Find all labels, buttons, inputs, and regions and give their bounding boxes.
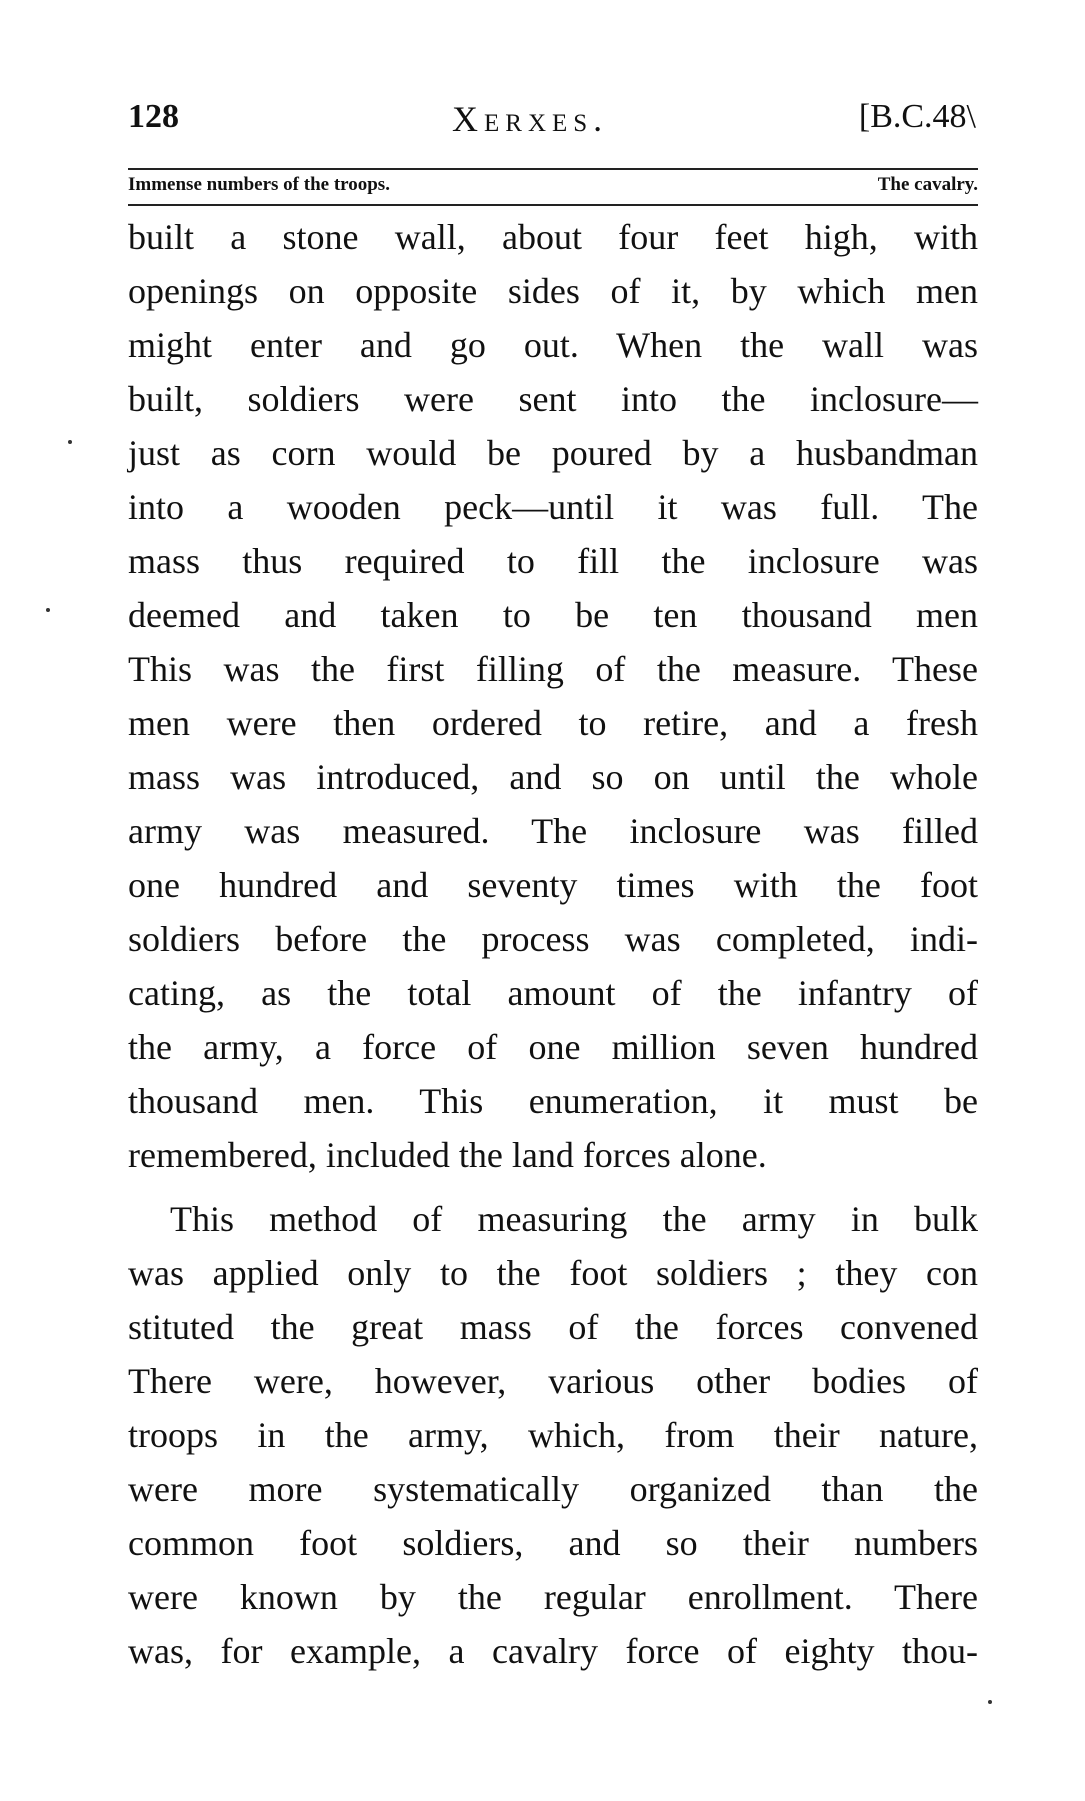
text-line: stituted the great mass of the forces convened — [128, 1307, 978, 1347]
text-line: the army, a force of one million seven hundred — [128, 1027, 978, 1067]
text-line: troops in the army, which, from their nature, — [128, 1415, 978, 1455]
text-line: cating, as the total amount of the infantry of — [128, 973, 978, 1013]
text-line: common foot soldiers, and so their numbers — [128, 1523, 978, 1563]
scan-speck — [68, 440, 72, 444]
text-line: were known by the regular enrollment. There — [128, 1577, 978, 1617]
text-line: deemed and taken to be ten thousand men — [128, 595, 978, 635]
subheader-left: Immense numbers of the troops. — [128, 174, 390, 195]
paragraph-2 — [128, 1192, 978, 1678]
subheader-right: The cavalry. — [877, 174, 978, 195]
text-line: built, soldiers were sent into the inclosure— — [128, 379, 978, 419]
book-title: Xerxes. — [452, 99, 609, 139]
scan-speck — [46, 608, 50, 612]
text-line: army was measured. The inclosure was filled — [128, 811, 978, 851]
body-text — [128, 210, 978, 1678]
text-line: remembered, included the land forces alone. — [128, 1135, 767, 1175]
page-number: 128 — [128, 98, 179, 135]
header-rule-top — [128, 168, 978, 170]
header-rule-bottom — [128, 204, 978, 206]
paragraph-1 — [128, 210, 978, 1182]
text-line: men were then ordered to retire, and a fresh — [128, 703, 978, 743]
text-line: mass thus required to fill the inclosure was — [128, 541, 978, 581]
text-line: thousand men. This enumeration, it must be — [128, 1081, 978, 1121]
text-line: There were, however, various other bodies of — [128, 1361, 978, 1401]
text-line: built a stone wall, about four feet high, with — [128, 217, 978, 257]
text-line: one hundred and seventy times with the foot — [128, 865, 978, 905]
text-line: might enter and go out. When the wall was — [128, 325, 978, 365]
text-line: This method of measuring the army in bulk — [170, 1199, 978, 1239]
running-head — [128, 98, 976, 146]
text-line: mass was introduced, and so on until the whole — [128, 757, 978, 797]
text-line: soldiers before the process was completed, indi- — [128, 919, 978, 959]
text-line: into a wooden peck—until it was full. The — [128, 487, 978, 527]
text-line: openings on opposite sides of it, by which men — [128, 271, 978, 311]
text-line: was applied only to the foot soldiers ; they con — [128, 1253, 978, 1293]
text-line: This was the first filling of the measure. These — [128, 649, 978, 689]
paragraph-gap — [128, 1182, 978, 1192]
scan-speck — [988, 1700, 992, 1704]
text-line: was, for example, a cavalry force of eighty thou- — [128, 1631, 978, 1671]
section-subheader — [128, 174, 978, 200]
text-line: were more systematically organized than the — [128, 1469, 978, 1509]
text-line: just as corn would be poured by a husbandman — [128, 433, 978, 473]
era-label: [B.C.48\ — [858, 98, 976, 135]
